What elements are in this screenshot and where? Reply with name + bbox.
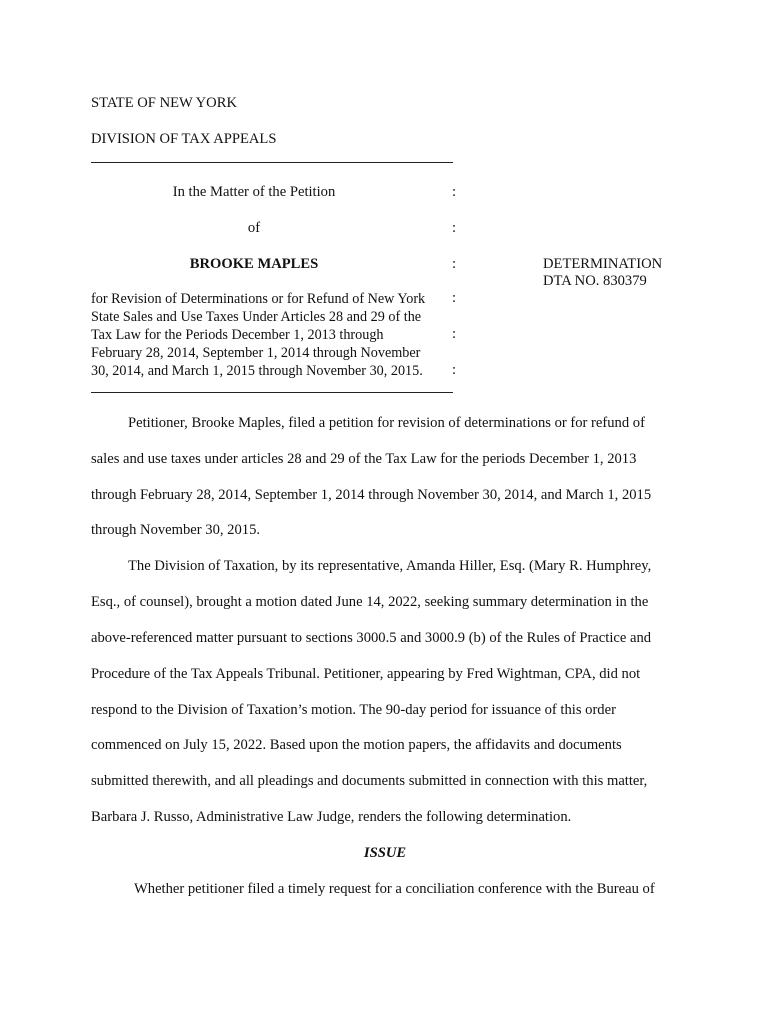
caption-description-line: Tax Law for the Periods December 1, 2013 through (91, 327, 384, 343)
caption-bottom-rule (91, 392, 453, 393)
division-header: DIVISION OF TAX APPEALS (91, 131, 277, 147)
paragraph-line: The Division of Taxation, by its representative, Amanda Hiller, Esq. (Mary R. Humphrey, (128, 558, 652, 574)
caption-of: of (247, 220, 261, 236)
paragraph-line: through February 28, 2014, September 1, 2014 through November 30, 2014, and March 1, 2015 (91, 487, 652, 503)
determination-label: DETERMINATION (543, 256, 663, 272)
caption-description-line: February 28, 2014, September 1, 2014 through November (91, 345, 421, 361)
caption-colon: : (452, 220, 457, 236)
caption-colon: : (452, 362, 457, 378)
caption-description-line: for Revision of Determinations or for Refund of New York (91, 291, 426, 307)
paragraph-line: Petitioner, Brooke Maples, filed a petition for revision of determinations or for refund of (128, 415, 645, 431)
state-header: STATE OF NEW YORK (91, 95, 237, 111)
caption-colon: : (452, 326, 457, 342)
paragraph-line: Procedure of the Tax Appeals Tribunal. Petitioner, appearing by Fred Wightman, CPA, did not (91, 666, 641, 682)
paragraph-line: submitted therewith, and all pleadings and documents submitted in connection with this matter, (91, 773, 648, 789)
paragraph-line: respond to the Division of Taxation’s motion. The 90-day period for issuance of this order (91, 702, 616, 718)
issue-heading: ISSUE (363, 845, 407, 861)
caption-colon: : (452, 290, 457, 306)
paragraph-line: commenced on July 15, 2022. Based upon the motion papers, the affidavits and documents (91, 737, 622, 753)
issue-text: Whether petitioner filed a timely request for a conciliation conference with the Bureau of (134, 881, 655, 897)
dta-number: DTA NO. 830379 (543, 273, 647, 289)
paragraph-line: sales and use taxes under articles 28 and 29 of the Tax Law for the periods December 1, 2013 (91, 451, 637, 467)
paragraph-line: Barbara J. Russo, Administrative Law Judge, renders the following determination. (91, 809, 572, 825)
caption-matter: In the Matter of the Petition (172, 184, 336, 200)
paragraph-line: above-referenced matter pursuant to sections 3000.5 and 3000.9 (b) of the Rules of Practice and (91, 630, 652, 646)
caption-top-rule (91, 162, 453, 163)
caption-colon: : (452, 256, 457, 272)
caption-colon: : (452, 184, 457, 200)
caption-description-line: State Sales and Use Taxes Under Articles 28 and 29 of the (91, 309, 422, 325)
caption-description-line: 30, 2014, and March 1, 2015 through November 30, 2015. (91, 363, 423, 379)
petitioner-name: BROOKE MAPLES (189, 256, 319, 272)
caption-description (91, 290, 447, 380)
paragraph-line: through November 30, 2015. (91, 522, 261, 538)
paragraph-line: Esq., of counsel), brought a motion dated June 14, 2022, seeking summary determination in the (91, 594, 649, 610)
